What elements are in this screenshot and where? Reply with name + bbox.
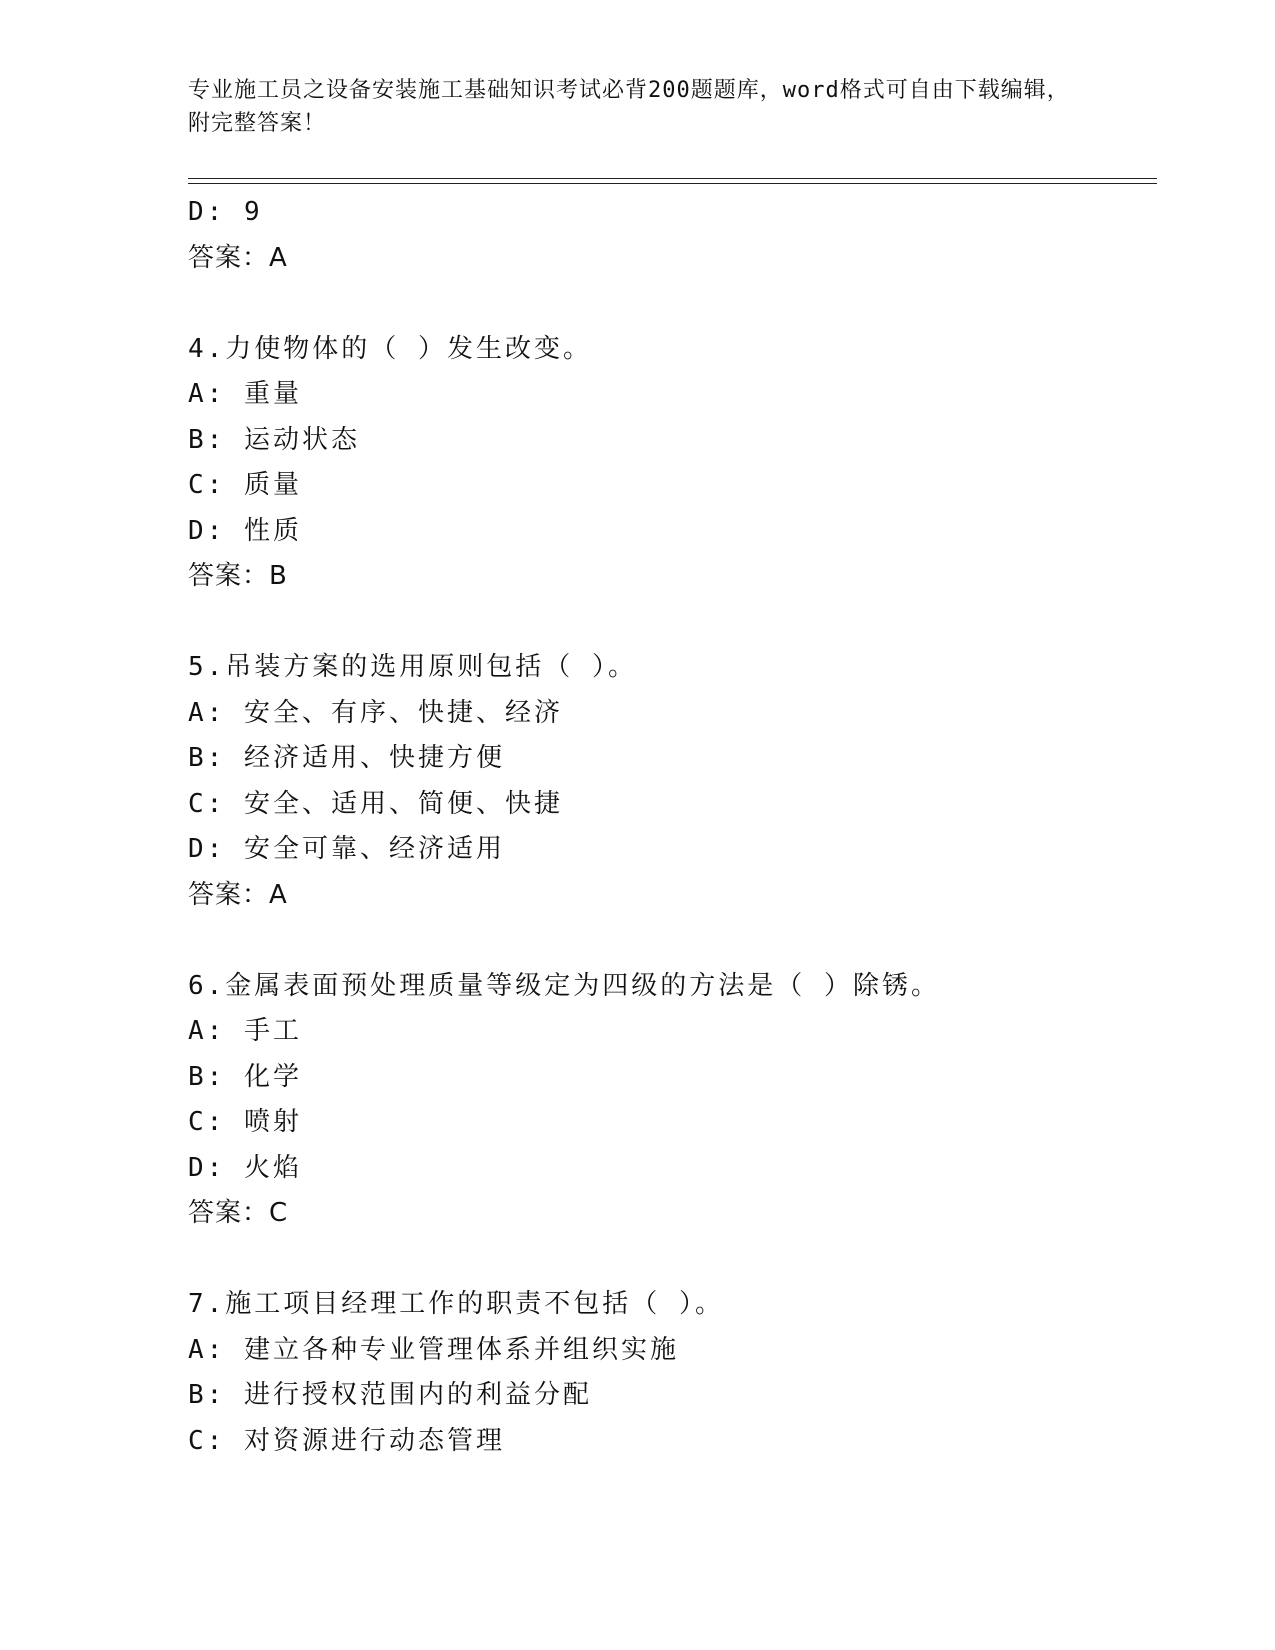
option-a: A: 安全、有序、快捷、经济 [188,697,563,728]
question-stem: 4.力使物体的（ ）发生改变。 [188,333,592,364]
header-divider-top [188,178,1157,179]
question-stem: 5.吊装方案的选用原则包括（ ）。 [188,652,637,682]
page-header-title: 专业施工员之设备安装施工基础知识考试必背200题题库，word格式可自由下载编辑，附完整答案！ [188,78,1070,136]
option-a: A: 手工 [188,1016,302,1046]
question-7 [188,1282,1148,1464]
spacer [188,1237,1148,1283]
spacer [188,600,1148,646]
answer-line: 答案：A [188,242,288,273]
option-c: C: 喷射 [188,1107,302,1137]
question-3-tail [188,190,1148,281]
question-5 [188,645,1148,918]
question-stem: 7.施工项目经理工作的职责不包括（ ）。 [188,1289,724,1319]
question-stem: 6.金属表面预处理质量等级定为四级的方法是（ ）除锈。 [188,970,940,1001]
answer-line: 答案：A [188,879,288,910]
answer-line: 答案：C [188,1198,289,1228]
spacer [188,281,1148,327]
option-b: B: 化学 [188,1061,302,1092]
option-d: D: 安全可靠、经济适用 [188,834,505,864]
header-divider-bottom [188,183,1157,184]
option-d: D: 性质 [188,515,302,546]
option-d: D: 9 [188,197,263,227]
option-b: B: 进行授权范围内的利益分配 [188,1380,592,1410]
question-6 [188,964,1148,1237]
option-c: C: 安全、适用、简便、快捷 [188,788,563,819]
answer-line: 答案：B [188,561,288,591]
question-4 [188,327,1148,600]
option-c: C: 对资源进行动态管理 [188,1425,505,1456]
option-b: B: 运动状态 [188,424,360,455]
option-b: B: 经济适用、快捷方便 [188,743,505,773]
option-c: C: 质量 [188,470,302,500]
option-a: A: 建立各种专业管理体系并组织实施 [188,1334,679,1365]
option-a: A: 重量 [188,379,302,409]
spacer [188,918,1148,964]
option-d: D: 火焰 [188,1152,302,1183]
question-list [188,190,1148,1464]
